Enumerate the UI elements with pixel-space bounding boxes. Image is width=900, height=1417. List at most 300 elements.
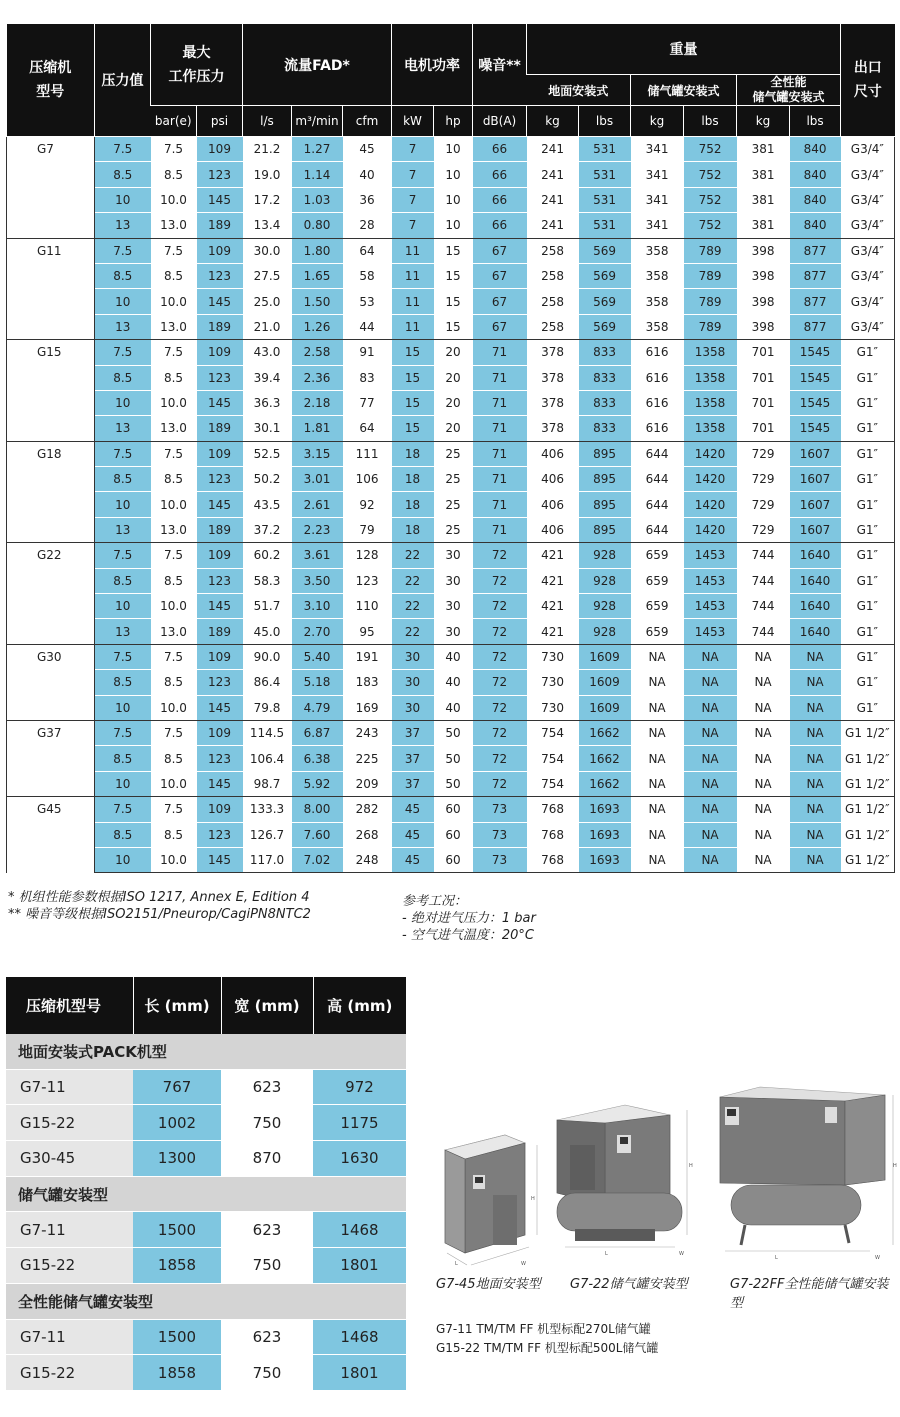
table-cell: 730: [527, 695, 579, 720]
table-row: [7, 594, 895, 619]
header-weight: 重量: [527, 24, 841, 75]
table-cell: 6.38: [292, 746, 343, 771]
dim-cell: 1175: [313, 1105, 406, 1141]
table-cell: 37: [392, 746, 434, 771]
unit-header: lbs: [684, 106, 737, 137]
table-cell: 729: [737, 441, 790, 466]
table-cell: 77: [343, 390, 392, 415]
table-cell: 754: [527, 771, 579, 796]
tank-note-2: G15-22 TM/TM FF 机型标配500L储气罐: [436, 1341, 659, 1355]
table-cell: 569: [579, 314, 631, 339]
table-cell: 840: [790, 162, 841, 187]
table-cell: G3/4″: [841, 289, 895, 314]
table-cell: 39.4: [243, 365, 292, 390]
table-cell: 729: [737, 467, 790, 492]
footnote-1: * 机组性能参数根据ISO 1217, Annex E, Edition 4: [8, 890, 310, 905]
table-cell: 2.61: [292, 492, 343, 517]
table-cell: 1453: [684, 619, 737, 644]
table-cell: 928: [579, 619, 631, 644]
table-cell: 45: [392, 847, 434, 872]
dim-cell: 1500: [133, 1212, 221, 1248]
table-cell: NA: [790, 797, 841, 822]
table-cell: 10: [95, 492, 151, 517]
table-cell: 754: [527, 720, 579, 745]
table-cell: 123: [197, 365, 243, 390]
table-cell: NA: [737, 695, 790, 720]
table-cell: 8.5: [151, 822, 197, 847]
table-cell: 241: [527, 187, 579, 212]
table-cell: 1358: [684, 416, 737, 441]
table-cell: 7.5: [95, 543, 151, 568]
table-cell: 40: [434, 644, 473, 669]
table-cell: 123: [343, 568, 392, 593]
table-cell: NA: [684, 822, 737, 847]
table-cell: G1″: [841, 416, 895, 441]
table-cell: 789: [684, 314, 737, 339]
table-cell: 71: [473, 517, 527, 542]
table-cell: 789: [684, 238, 737, 263]
table-cell: 1693: [579, 822, 631, 847]
table-cell: 744: [737, 594, 790, 619]
table-cell: 109: [197, 137, 243, 162]
table-cell: 744: [737, 543, 790, 568]
table-cell: 1.50: [292, 289, 343, 314]
table-cell: 258: [527, 263, 579, 288]
table-cell: 37.2: [243, 517, 292, 542]
table-cell: 8.5: [151, 467, 197, 492]
table-row: [7, 619, 895, 644]
table-cell: 3.50: [292, 568, 343, 593]
dim-section-title: 地面安装式PACK机型: [6, 1034, 406, 1069]
table-row: [7, 492, 895, 517]
table-cell: 123: [197, 568, 243, 593]
table-cell: 36.3: [243, 390, 292, 415]
table-row: [7, 847, 895, 872]
table-cell: 398: [737, 314, 790, 339]
table-cell: 840: [790, 187, 841, 212]
dim-cell: 870: [221, 1141, 313, 1177]
table-cell: 8.5: [151, 568, 197, 593]
table-cell: NA: [790, 644, 841, 669]
table-cell: 7.5: [151, 543, 197, 568]
table-cell: 58.3: [243, 568, 292, 593]
table-cell: 123: [197, 162, 243, 187]
table-cell: 8.5: [95, 365, 151, 390]
table-cell: 109: [197, 340, 243, 365]
table-cell: 83: [343, 365, 392, 390]
reference-line-2: - 空气进气温度：20°C: [402, 928, 534, 943]
table-cell: 11: [392, 314, 434, 339]
table-cell: 616: [631, 365, 684, 390]
table-row: [7, 289, 895, 314]
reference-title: 参考工况：: [402, 894, 468, 909]
model-cell: G7: [7, 137, 95, 239]
table-cell: 13.0: [151, 619, 197, 644]
table-cell: 8.5: [95, 467, 151, 492]
table-cell: 7.5: [95, 644, 151, 669]
table-cell: 928: [579, 568, 631, 593]
table-cell: 1453: [684, 568, 737, 593]
table-cell: 19.0: [243, 162, 292, 187]
table-cell: 10: [434, 162, 473, 187]
table-row: [7, 162, 895, 187]
dim-cell: G7-11: [6, 1212, 133, 1248]
table-cell: 644: [631, 467, 684, 492]
table-cell: G3/4″: [841, 213, 895, 238]
table-cell: NA: [737, 771, 790, 796]
table-cell: 5.92: [292, 771, 343, 796]
table-cell: 72: [473, 695, 527, 720]
table-cell: 10: [95, 594, 151, 619]
table-cell: 7.5: [151, 137, 197, 162]
table-cell: 1.65: [292, 263, 343, 288]
table-cell: 3.01: [292, 467, 343, 492]
table-cell: 189: [197, 517, 243, 542]
table-cell: 701: [737, 365, 790, 390]
table-cell: 66: [473, 137, 527, 162]
table-cell: 25: [434, 467, 473, 492]
table-cell: 1609: [579, 670, 631, 695]
dim-cell: 1801: [313, 1248, 406, 1284]
table-cell: 895: [579, 492, 631, 517]
table-cell: 358: [631, 314, 684, 339]
table-cell: 123: [197, 670, 243, 695]
table-cell: 72: [473, 746, 527, 771]
unit-header: kW: [392, 106, 434, 137]
unit-header: lbs: [790, 106, 841, 137]
table-cell: 17.2: [243, 187, 292, 212]
table-cell: 1640: [790, 568, 841, 593]
table-cell: G1 1/2″: [841, 720, 895, 745]
table-cell: G1″: [841, 543, 895, 568]
table-cell: NA: [631, 822, 684, 847]
dim-cell: 1858: [133, 1355, 221, 1391]
table-cell: 72: [473, 720, 527, 745]
table-cell: 341: [631, 213, 684, 238]
table-cell: 1609: [579, 695, 631, 720]
height-label-1: H: [531, 1196, 535, 1202]
dim-cell: 750: [221, 1355, 313, 1391]
table-cell: 15: [392, 365, 434, 390]
table-cell: 145: [197, 594, 243, 619]
table-cell: 531: [579, 162, 631, 187]
footnotes: [8, 889, 311, 923]
table-cell: 106: [343, 467, 392, 492]
dim-row: [6, 1212, 406, 1248]
table-cell: 25.0: [243, 289, 292, 314]
table-cell: 1453: [684, 543, 737, 568]
table-cell: 381: [737, 187, 790, 212]
table-cell: 145: [197, 289, 243, 314]
table-cell: G3/4″: [841, 187, 895, 212]
table-cell: 7.5: [151, 797, 197, 822]
table-cell: 37: [392, 771, 434, 796]
table-cell: 1607: [790, 517, 841, 542]
table-cell: 701: [737, 416, 790, 441]
table-cell: NA: [737, 847, 790, 872]
table-cell: 5.40: [292, 644, 343, 669]
table-cell: 398: [737, 289, 790, 314]
table-cell: 406: [527, 517, 579, 542]
table-cell: 109: [197, 797, 243, 822]
table-cell: 72: [473, 771, 527, 796]
table-cell: 10: [434, 137, 473, 162]
table-cell: 15: [434, 314, 473, 339]
table-cell: 8.5: [151, 162, 197, 187]
table-cell: 928: [579, 543, 631, 568]
table-cell: 71: [473, 492, 527, 517]
floor-mounted-compressor-image: [445, 1135, 537, 1267]
table-cell: 183: [343, 670, 392, 695]
table-cell: 10: [95, 289, 151, 314]
table-cell: 43.5: [243, 492, 292, 517]
table-cell: 877: [790, 238, 841, 263]
table-cell: 421: [527, 594, 579, 619]
table-cell: G1″: [841, 568, 895, 593]
table-cell: 30: [392, 644, 434, 669]
dim-row: [6, 1141, 406, 1177]
table-cell: 79.8: [243, 695, 292, 720]
table-cell: 7: [392, 162, 434, 187]
table-row: [7, 263, 895, 288]
dim-row: [6, 1355, 406, 1391]
table-cell: 789: [684, 263, 737, 288]
table-row: [7, 670, 895, 695]
unit-header: dB(A): [473, 106, 527, 137]
table-cell: G3/4″: [841, 137, 895, 162]
table-cell: G1 1/2″: [841, 771, 895, 796]
table-cell: 71: [473, 416, 527, 441]
table-cell: 2.18: [292, 390, 343, 415]
table-cell: 1420: [684, 467, 737, 492]
table-cell: 50: [434, 746, 473, 771]
table-row: [7, 822, 895, 847]
table-cell: 30: [392, 670, 434, 695]
table-cell: 189: [197, 213, 243, 238]
table-cell: NA: [684, 695, 737, 720]
table-cell: 15: [434, 289, 473, 314]
dim-cell: 1801: [313, 1355, 406, 1391]
table-cell: 7.02: [292, 847, 343, 872]
table-cell: 701: [737, 390, 790, 415]
height-label-2: H: [689, 1163, 693, 1169]
table-cell: 1358: [684, 390, 737, 415]
table-cell: 10.0: [151, 847, 197, 872]
table-cell: 282: [343, 797, 392, 822]
table-cell: 421: [527, 568, 579, 593]
unit-header: kg: [631, 106, 684, 137]
table-row: [7, 517, 895, 542]
table-cell: 111: [343, 441, 392, 466]
table-cell: 25: [434, 441, 473, 466]
table-cell: 126.7: [243, 822, 292, 847]
table-cell: 30.0: [243, 238, 292, 263]
table-cell: NA: [737, 746, 790, 771]
model-cell: G30: [7, 644, 95, 720]
unit-header: kg: [737, 106, 790, 137]
table-cell: 3.15: [292, 441, 343, 466]
table-cell: 71: [473, 365, 527, 390]
dim-cell: 750: [221, 1248, 313, 1284]
table-cell: NA: [684, 746, 737, 771]
table-cell: 109: [197, 543, 243, 568]
unit-header: bar(e): [151, 106, 197, 137]
table-cell: NA: [737, 720, 790, 745]
table-cell: 0.80: [292, 213, 343, 238]
table-cell: 52.5: [243, 441, 292, 466]
table-cell: 189: [197, 416, 243, 441]
table-row: [7, 695, 895, 720]
table-cell: 225: [343, 746, 392, 771]
table-cell: 2.70: [292, 619, 343, 644]
table-cell: NA: [737, 822, 790, 847]
dim-cell: 1468: [313, 1319, 406, 1355]
table-cell: 40: [343, 162, 392, 187]
table-cell: NA: [790, 670, 841, 695]
table-row: [7, 467, 895, 492]
table-cell: 1358: [684, 365, 737, 390]
table-cell: 30: [392, 695, 434, 720]
table-cell: 8.5: [95, 670, 151, 695]
table-cell: 1545: [790, 416, 841, 441]
dim-cell: 1300: [133, 1141, 221, 1177]
table-cell: 1662: [579, 720, 631, 745]
dim-row: [6, 1105, 406, 1141]
table-cell: 189: [197, 314, 243, 339]
table-cell: 10.0: [151, 187, 197, 212]
table-cell: 92: [343, 492, 392, 517]
table-cell: 109: [197, 720, 243, 745]
table-cell: NA: [790, 771, 841, 796]
table-cell: 2.36: [292, 365, 343, 390]
table-cell: 10: [95, 390, 151, 415]
table-cell: 8.00: [292, 797, 343, 822]
table-cell: 71: [473, 441, 527, 466]
header-pressure: 压力值: [95, 24, 151, 137]
table-cell: 21.0: [243, 314, 292, 339]
table-cell: 123: [197, 746, 243, 771]
table-cell: 60.2: [243, 543, 292, 568]
dim-cell: G15-22: [6, 1105, 133, 1141]
table-cell: 10: [95, 847, 151, 872]
table-cell: 36: [343, 187, 392, 212]
table-cell: NA: [737, 797, 790, 822]
table-cell: 128: [343, 543, 392, 568]
reference-line-1: - 绝对进气压力：1 bar: [402, 911, 536, 926]
table-cell: 67: [473, 238, 527, 263]
table-cell: NA: [790, 746, 841, 771]
table-row: [7, 213, 895, 238]
table-cell: NA: [790, 822, 841, 847]
table-cell: 341: [631, 162, 684, 187]
table-cell: 7.5: [151, 238, 197, 263]
table-cell: 45: [343, 137, 392, 162]
tank-notes: [436, 1320, 658, 1358]
table-cell: 72: [473, 644, 527, 669]
table-cell: 13.4: [243, 213, 292, 238]
table-cell: NA: [631, 695, 684, 720]
table-cell: 644: [631, 441, 684, 466]
table-cell: 358: [631, 238, 684, 263]
table-cell: 95: [343, 619, 392, 644]
table-cell: G1 1/2″: [841, 847, 895, 872]
table-cell: 22: [392, 594, 434, 619]
table-cell: 7.5: [95, 238, 151, 263]
table-cell: 531: [579, 137, 631, 162]
model-cell: G45: [7, 797, 95, 873]
header-noise: 噪音**: [473, 24, 527, 106]
table-cell: 2.23: [292, 517, 343, 542]
table-cell: 209: [343, 771, 392, 796]
table-cell: 72: [473, 568, 527, 593]
model-cell: G11: [7, 238, 95, 340]
table-cell: 13.0: [151, 314, 197, 339]
table-cell: 8.5: [95, 822, 151, 847]
header-floor: 地面安装式: [527, 75, 631, 106]
table-row: [7, 238, 895, 263]
table-cell: 8.5: [151, 365, 197, 390]
table-cell: G1 1/2″: [841, 746, 895, 771]
table-cell: 10.0: [151, 695, 197, 720]
table-cell: G1″: [841, 390, 895, 415]
table-cell: 243: [343, 720, 392, 745]
dim-cell: 750: [221, 1105, 313, 1141]
table-cell: 381: [737, 162, 790, 187]
unit-header: psi: [197, 106, 243, 137]
table-cell: 60: [434, 822, 473, 847]
table-cell: 1358: [684, 340, 737, 365]
table-cell: 98.7: [243, 771, 292, 796]
table-cell: 7: [392, 187, 434, 212]
dim-section-row: [6, 1283, 406, 1319]
table-cell: 10: [434, 213, 473, 238]
dim-section-row: [6, 1176, 406, 1212]
table-row: [7, 771, 895, 796]
table-cell: 18: [392, 467, 434, 492]
table-cell: 15: [392, 340, 434, 365]
table-cell: G3/4″: [841, 238, 895, 263]
table-row: [7, 340, 895, 365]
header-model: 压缩机 型号: [7, 24, 95, 137]
table-cell: 378: [527, 365, 579, 390]
table-cell: 50.2: [243, 467, 292, 492]
table-cell: 1545: [790, 390, 841, 415]
table-cell: 744: [737, 619, 790, 644]
table-row: [7, 187, 895, 212]
table-cell: 752: [684, 187, 737, 212]
table-cell: 398: [737, 263, 790, 288]
table-row: [7, 441, 895, 466]
table-cell: 616: [631, 390, 684, 415]
table-cell: 8.5: [151, 263, 197, 288]
dim-cell: 1002: [133, 1105, 221, 1141]
table-cell: 117.0: [243, 847, 292, 872]
table-cell: 729: [737, 517, 790, 542]
header-max-pressure: 最大 工作压力: [151, 24, 243, 106]
table-cell: NA: [737, 670, 790, 695]
table-cell: 15: [392, 390, 434, 415]
table-cell: 8.5: [95, 568, 151, 593]
table-cell: 25: [434, 517, 473, 542]
table-cell: 644: [631, 517, 684, 542]
table-row: [7, 568, 895, 593]
table-cell: 895: [579, 517, 631, 542]
table-cell: 50: [434, 771, 473, 796]
table-cell: 8.5: [151, 670, 197, 695]
table-row: [7, 365, 895, 390]
table-cell: 768: [527, 797, 579, 822]
table-cell: 43.0: [243, 340, 292, 365]
